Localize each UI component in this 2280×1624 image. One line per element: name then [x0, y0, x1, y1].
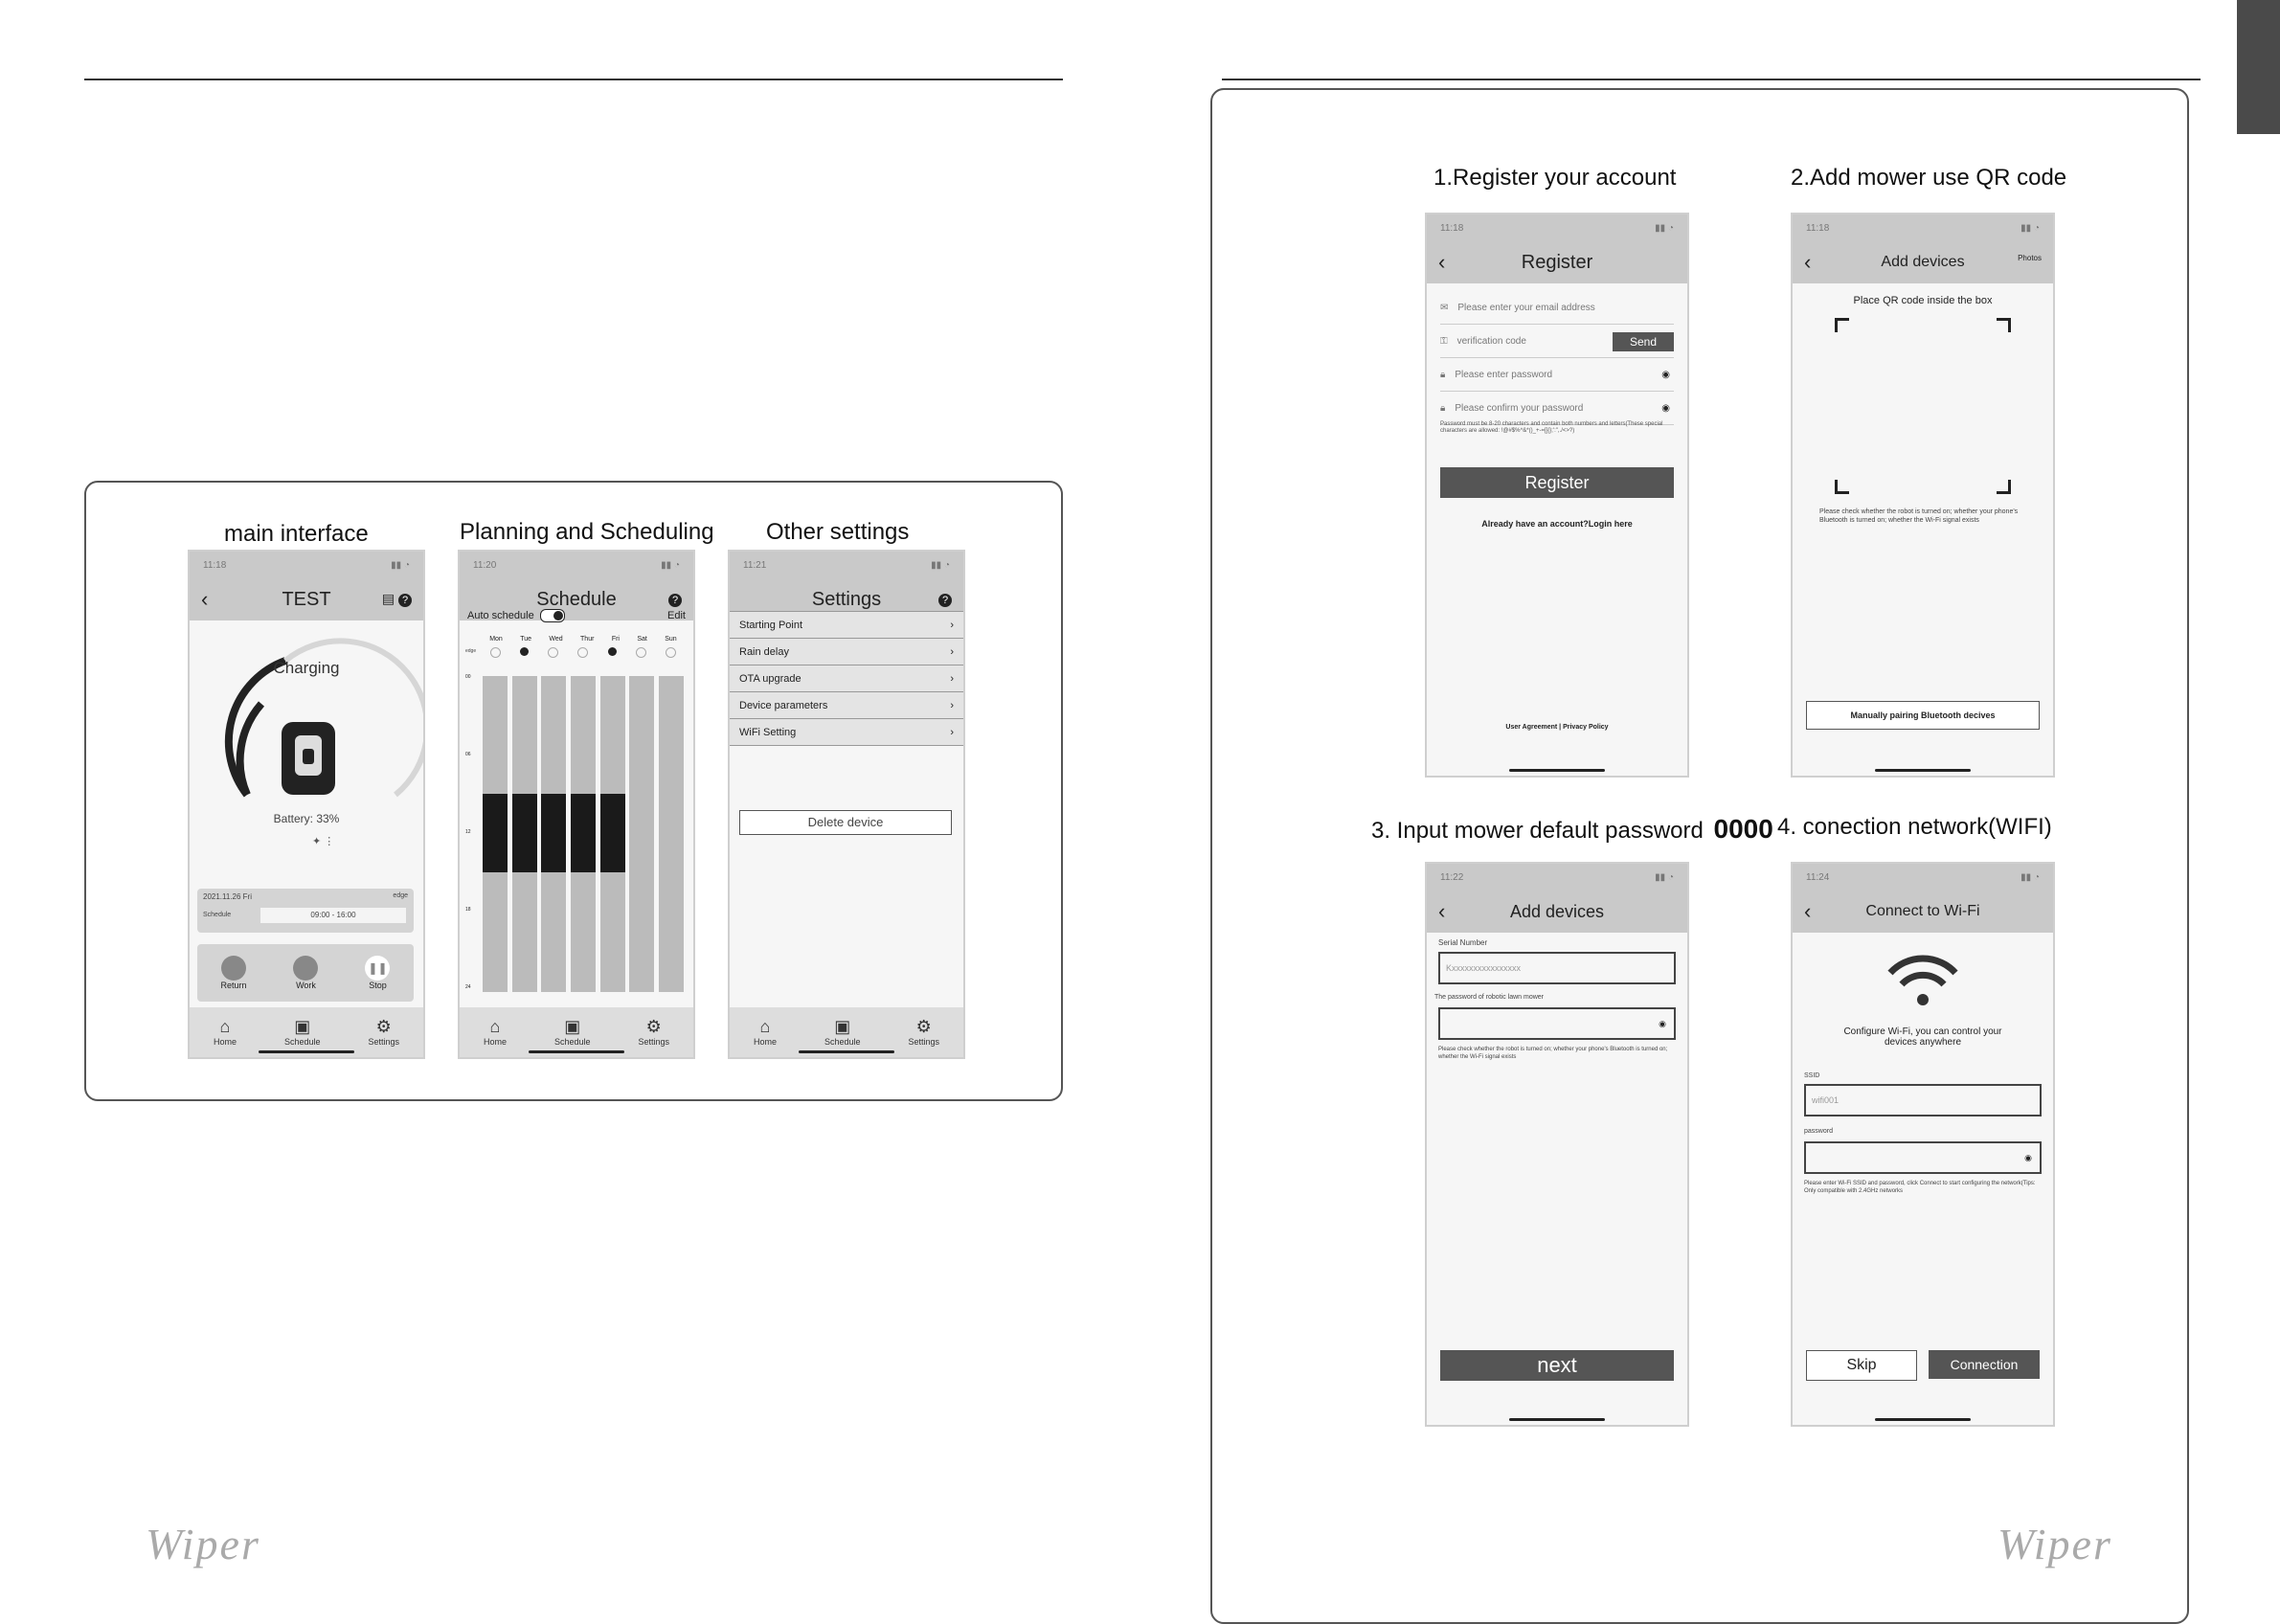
return-button[interactable] — [220, 956, 246, 990]
home-indicator — [1509, 769, 1605, 772]
tab-settings[interactable] — [908, 1018, 939, 1047]
edge-dot[interactable] — [490, 647, 501, 658]
qr-instruction: Place QR code inside the box — [1853, 295, 1993, 306]
password-field[interactable] — [1440, 358, 1674, 392]
connect-wifi-title: Connect to Wi-Fi — [1865, 903, 1980, 919]
lock-icon: 🔒︎ — [1440, 369, 1446, 380]
login-link[interactable]: Already have an account?Login here — [1481, 519, 1633, 529]
tab-schedule[interactable] — [554, 1018, 591, 1047]
chevron-right-icon: › — [950, 645, 954, 658]
manual-pairing-button[interactable]: Manually pairing Bluetooth decives — [1806, 701, 2040, 730]
home-indicator — [799, 1050, 894, 1053]
day-fri: Fri — [611, 636, 620, 643]
status-bar: 11:24 ▮▮ ◔ — [1793, 864, 2053, 891]
add-devices-title: Add devices — [1881, 254, 1965, 270]
ssid-input[interactable] — [1804, 1084, 2042, 1116]
schedule-screen — [458, 550, 695, 1059]
confirm-password-field[interactable] — [1440, 392, 1674, 425]
right-top-rule — [1222, 79, 2201, 80]
charging-status: Charging — [273, 659, 340, 677]
ssid-label: SSID — [1804, 1072, 1820, 1079]
nav-bar — [1427, 241, 1687, 283]
tab-home-label: Home — [213, 1037, 237, 1047]
back-icon[interactable]: ‹ — [201, 587, 209, 611]
tab-schedule-label: Schedule — [283, 1037, 321, 1047]
document-icon[interactable]: ▤ — [381, 591, 395, 606]
edge-dot[interactable] — [608, 647, 617, 656]
nav-bar — [1427, 891, 1687, 933]
wifi-password-label: password — [1804, 1128, 1833, 1135]
status-time: 11:18 — [1806, 222, 1830, 234]
gear-icon: ⚙ — [375, 1017, 392, 1036]
step-4-title: 4. conection network(WIFI) — [1777, 814, 2052, 840]
setting-label: OTA upgrade — [739, 672, 801, 685]
verification-field[interactable] — [1440, 325, 1674, 358]
calendar-icon: ▣ — [834, 1017, 851, 1036]
schedule-mode: edge — [393, 892, 408, 899]
status-time: 11:22 — [1440, 871, 1464, 883]
lock-icon: 🔒︎ — [1440, 402, 1446, 414]
setting-starting-point[interactable] — [730, 612, 963, 639]
auto-schedule-toggle[interactable] — [540, 609, 565, 622]
connect-wifi-screen — [1791, 862, 2055, 1427]
hour-label: 18 — [465, 907, 471, 913]
gear-icon: ⚙ — [645, 1017, 662, 1036]
hour-label: 00 — [465, 674, 471, 680]
back-icon[interactable]: ‹ — [1804, 899, 1812, 923]
home-indicator — [259, 1050, 354, 1053]
mower-icon — [282, 722, 335, 795]
serial-input[interactable] — [1438, 952, 1676, 984]
day-sat: Sat — [637, 636, 647, 643]
settings-screen — [728, 550, 965, 1059]
return-label: Return — [220, 981, 247, 990]
email-placeholder: Please enter your email address — [1457, 302, 1595, 313]
day-tue: Tue — [520, 636, 531, 643]
tab-home[interactable] — [754, 1018, 777, 1047]
edge-dot[interactable] — [666, 647, 676, 658]
step-3-text: 3. Input mower default password — [1371, 818, 1704, 844]
edge-dot[interactable] — [548, 647, 558, 658]
day-mon: Mon — [489, 636, 503, 643]
section-title-main: main interface — [224, 521, 369, 547]
chevron-right-icon: › — [950, 699, 954, 711]
chevron-right-icon: › — [950, 726, 954, 738]
status-bar: 11:18 ▮▮ ◔ — [1427, 214, 1687, 241]
tab-settings-label: Settings — [638, 1037, 669, 1047]
hour-labels — [465, 674, 471, 990]
calendar-icon: ▣ — [294, 1017, 311, 1036]
photos-button[interactable]: Photos — [2018, 254, 2042, 262]
register-button[interactable]: Register — [1440, 467, 1674, 498]
status-bar: 11:22 ▮▮ ◔ — [1427, 864, 1687, 891]
add-device-password-screen — [1425, 862, 1689, 1427]
day-thu: Thur — [580, 636, 595, 643]
mower-password-input[interactable] — [1438, 1007, 1676, 1040]
home-icon: ⌂ — [219, 1017, 231, 1036]
edge-dot[interactable] — [577, 647, 588, 658]
edge-dot[interactable] — [636, 647, 646, 658]
step-2-title: 2.Add mower use QR code — [1791, 165, 2067, 191]
battery-level: Battery: 33% — [273, 812, 340, 825]
schedule-date: 2021.11.26 Fri — [203, 892, 252, 901]
edge-row-label: edge — [465, 648, 477, 654]
auto-schedule-row — [467, 609, 686, 622]
setting-rain-delay[interactable] — [730, 639, 963, 665]
register-title: Register — [1521, 251, 1593, 273]
tab-schedule[interactable] — [824, 1018, 861, 1047]
work-button[interactable] — [293, 956, 318, 990]
right-logo: Wiper — [1998, 1520, 2112, 1568]
nav-bar — [1793, 891, 2053, 933]
schedule-time: 09:00 - 16:00 — [260, 908, 406, 923]
chevron-right-icon: › — [950, 619, 954, 631]
settings-list — [730, 611, 963, 746]
ssid-value: wifi001 — [1812, 1095, 1840, 1105]
home-icon: ⌂ — [759, 1017, 771, 1036]
setting-label: Rain delay — [739, 645, 789, 658]
left-logo: Wiper — [146, 1520, 260, 1568]
setting-label: Starting Point — [739, 619, 803, 631]
tab-settings[interactable] — [368, 1018, 399, 1047]
home-indicator — [1875, 1418, 1971, 1421]
wifi-password-input[interactable] — [1804, 1141, 2042, 1174]
day-sun: Sun — [665, 636, 677, 643]
tab-settings-label: Settings — [368, 1037, 399, 1047]
qr-frame — [1835, 318, 2011, 494]
home-icon: ⌂ — [489, 1017, 501, 1036]
skip-button[interactable]: Skip — [1806, 1350, 1917, 1381]
add-devices-title: Add devices — [1509, 901, 1605, 921]
status-time: 11:24 — [1806, 871, 1830, 883]
eye-icon[interactable]: ◉ — [1661, 402, 1670, 414]
tab-home-label: Home — [753, 1037, 777, 1047]
stop-label: Stop — [369, 981, 387, 990]
mower-password-hint: Please check whether the robot is turned on; whether your phone's Bluetooth is turned on; whether the Wi-Fi signal exists — [1438, 1047, 1668, 1060]
gear-icon: ⚙ — [915, 1017, 932, 1036]
settings-title: Settings — [811, 588, 882, 610]
help-icon[interactable]: ? — [398, 594, 412, 607]
home-indicator — [1875, 769, 1971, 772]
tab-home[interactable] — [214, 1018, 237, 1047]
connection-button[interactable]: Connection — [1929, 1350, 2040, 1379]
hour-label: 06 — [465, 752, 471, 757]
delete-device-button[interactable]: Delete device — [739, 810, 952, 835]
stop-button[interactable]: ❚❚ Stop — [365, 956, 390, 990]
tab-settings[interactable] — [638, 1018, 669, 1047]
status-bar: 11:21 ▮▮ ◔ — [730, 552, 963, 578]
confirm-placeholder: Please confirm your password — [1455, 402, 1584, 414]
main-interface-screen — [188, 550, 425, 1059]
code-placeholder: verification code — [1456, 335, 1526, 347]
status-bar: 11:18 ▮▮ ◔ — [1793, 214, 2053, 241]
day-headers — [481, 636, 686, 643]
wifi-description: Configure Wi-Fi, you can control your devices anywhere — [1843, 1026, 2002, 1048]
hour-label: 12 — [465, 829, 471, 835]
setting-label: Device parameters — [739, 699, 828, 711]
setting-wifi[interactable] — [730, 719, 963, 746]
eye-icon[interactable]: ◉ — [2024, 1152, 2032, 1162]
schedule-label: Schedule — [203, 912, 232, 918]
mower-password-label: The password of robotic lawn mower — [1434, 994, 1544, 1001]
setting-label: WiFi Setting — [739, 726, 797, 738]
page-edge-tab — [2237, 0, 2280, 134]
setting-device-parameters[interactable] — [730, 692, 963, 719]
hour-label: 24 — [465, 984, 471, 990]
tab-home[interactable] — [484, 1018, 507, 1047]
nav-bar — [1793, 241, 2053, 283]
legal-links[interactable]: User Agreement | Privacy Policy — [1505, 724, 1609, 731]
device-title: TEST — [282, 588, 331, 610]
left-top-rule — [84, 79, 1063, 80]
tab-schedule[interactable] — [284, 1018, 321, 1047]
schedule-grid[interactable] — [481, 676, 686, 992]
register-screen — [1425, 213, 1689, 778]
edge-selectors — [481, 647, 686, 658]
serial-value: Kxxxxxxxxxxxxxxxx — [1446, 963, 1522, 973]
eye-icon[interactable]: ◉ — [1661, 369, 1670, 380]
step-1-title: 1.Register your account — [1433, 165, 1677, 191]
status-bar: 11:18 ▮▮ ◔ — [190, 552, 423, 578]
back-icon[interactable]: ‹ — [1804, 250, 1812, 274]
home-indicator — [1509, 1418, 1605, 1421]
chevron-right-icon: › — [950, 672, 954, 685]
email-field[interactable] — [1440, 291, 1674, 325]
serial-label: Serial Number — [1438, 938, 1488, 947]
back-icon[interactable]: ‹ — [1438, 250, 1446, 274]
wifi-hint: Please enter Wi-Fi SSID and password, click Connect to start configuring the network(Tips: Only compatible with 2.4GHz networks — [1804, 1181, 2036, 1194]
section-title-schedule: Planning and Scheduling — [460, 519, 714, 545]
tab-settings-label: Settings — [908, 1037, 939, 1047]
home-indicator — [529, 1050, 624, 1053]
tab-schedule-label: Schedule — [824, 1037, 861, 1047]
status-bar: 11:20 ▮▮ ◔ — [460, 552, 693, 578]
password-placeholder: Please enter password — [1455, 369, 1553, 380]
auto-schedule-label: Auto schedule — [467, 610, 534, 621]
tab-schedule-label: Schedule — [553, 1037, 591, 1047]
tab-home-label: Home — [483, 1037, 507, 1047]
help-icon[interactable]: ? — [938, 591, 952, 607]
status-time: 11:18 — [1440, 222, 1464, 234]
schedule-title: Schedule — [536, 588, 617, 610]
back-icon[interactable]: ‹ — [1438, 899, 1446, 923]
day-wed: Wed — [549, 636, 563, 643]
schedule-card — [197, 889, 414, 933]
section-title-settings: Other settings — [766, 519, 910, 545]
wifi-icon — [1885, 952, 1961, 1009]
wifi-bt-icons: ✦ ⋮ — [312, 836, 335, 847]
mail-icon: ✉ — [1440, 302, 1449, 313]
next-button[interactable]: next — [1440, 1350, 1674, 1381]
help-icon[interactable]: ? — [668, 591, 682, 607]
calendar-icon: ▣ — [564, 1017, 581, 1036]
work-label: Work — [296, 981, 316, 990]
eye-icon[interactable]: ◉ — [1659, 1018, 1666, 1028]
key-icon: ⚿ — [1440, 335, 1448, 347]
step-3-title — [1371, 814, 1773, 845]
setting-ota-upgrade[interactable] — [730, 665, 963, 692]
password-hint: Password must be 8-20 characters and contain both numbers and letters(These special characters are allowed: !@#$%^&*()_+-=[]{};':",./<>?) — [1440, 421, 1663, 434]
nav-actions — [382, 591, 412, 607]
edge-dot[interactable] — [520, 647, 529, 656]
edit-button[interactable]: Edit — [667, 610, 686, 621]
default-password: 0000 — [1713, 814, 1773, 844]
add-device-qr-screen — [1791, 213, 2055, 778]
send-code-button[interactable]: Send — [1613, 332, 1674, 351]
action-card — [197, 944, 414, 1002]
nav-bar — [190, 578, 423, 620]
qr-hint: Please check whether the robot is turned on; whether your phone's Bluetooth is turned on; whether the Wi-Fi signal exists — [1819, 508, 2019, 524]
